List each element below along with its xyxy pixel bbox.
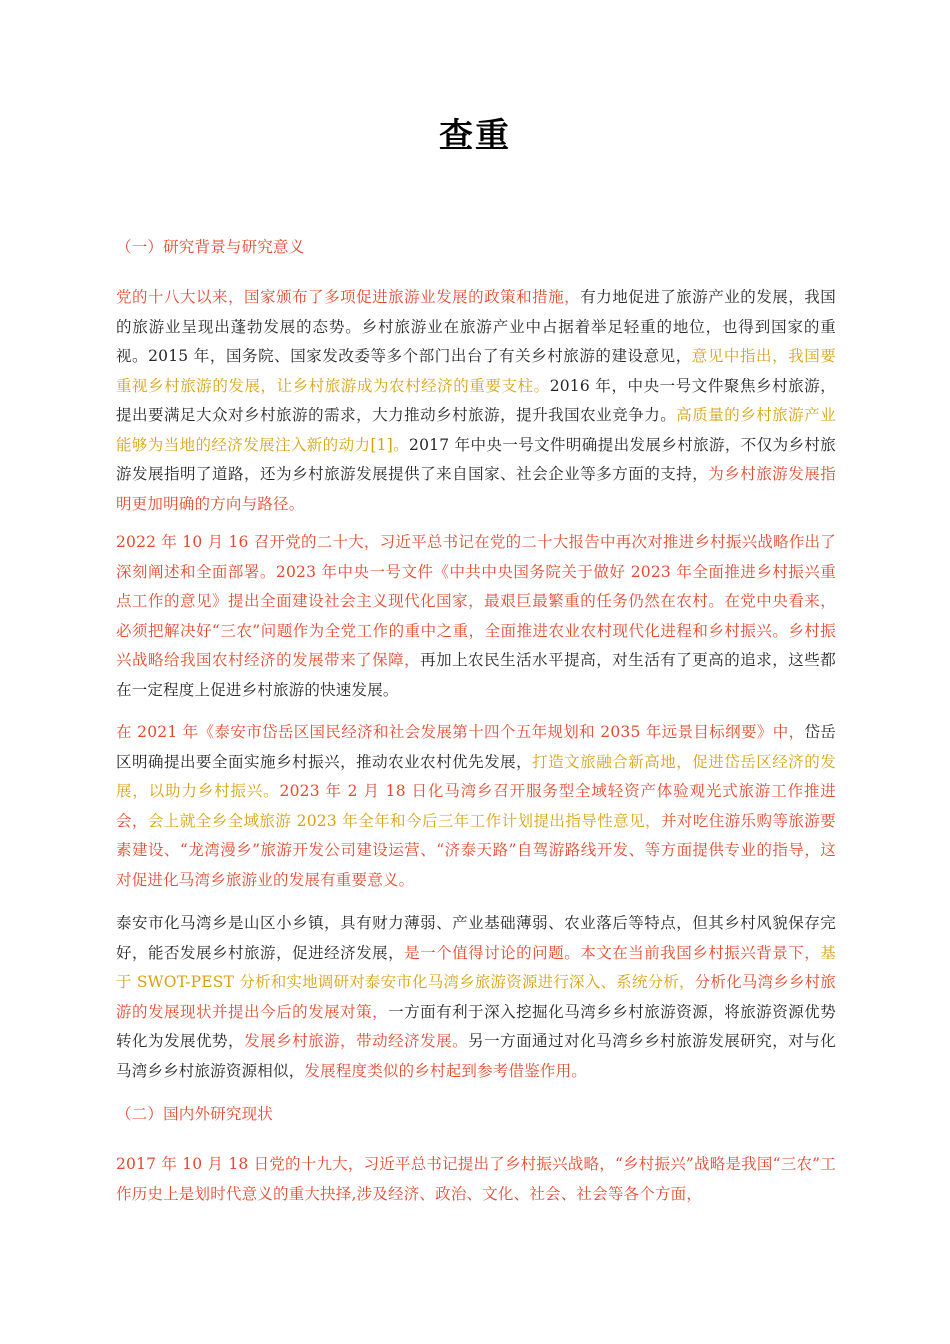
paragraph-1 (116, 283, 836, 519)
text-plain: 泰安市化马湾乡是山区小乡镇，具有财力薄弱、产业基础薄弱、农业落后等特点，但其乡村风貌保存完好，能否发展乡村旅游，促进经济发展， (116, 914, 836, 962)
document-title: 查重 (439, 116, 511, 156)
highlight-yellow: 会上就全乡全域旅游 2023 年全年和今后三年工作计划提出指导性意见， (147, 811, 661, 830)
highlight-red: 在 2021 年《泰安市岱岳区国民经济和社会发展第十四个五年规划和 2035 年远景目标纲要》中， (116, 723, 805, 741)
highlight-red: 党的十八大以来，国家颁布了多项促进旅游业发展的政策和措施， (116, 288, 581, 306)
text-plain: 另一方面通过对化马湾乡乡村旅游发展研究，对与化马湾乡乡村旅游资源相似， (116, 1032, 836, 1080)
section-heading-research-background: （一）研究背景与研究意义 (116, 238, 305, 256)
highlight-yellow: 打造文旅融合新高地，促进岱岳区经济的发展，以助力乡村振兴。 (116, 752, 836, 800)
highlight-red: 为乡村旅游发展指明更加明确的方向与路径。 (116, 465, 836, 513)
highlight-red: 分析化马湾乡乡村旅游的发展现状并提出今后的发展对策， (116, 973, 836, 1021)
highlight-red: 发展程度类似的乡村起到参考借鉴作用。 (304, 1061, 588, 1080)
highlight-red: 是一个值得讨论的问题。本文在当前我国乡村振兴背景下， (404, 943, 821, 962)
paragraph-3 (116, 718, 836, 895)
highlight-red: 2023 年 2 月 18 日化马湾乡召开服务型全域轻资产体验观光式旅游工作推进会， (116, 782, 836, 830)
paragraph-2 (116, 528, 836, 705)
text-plain: 岱岳区明确提出要全面实施乡村振兴，推动农业农村优先发展， (116, 723, 836, 771)
text-plain: 一方面有利于深入挖掘化马湾乡乡村旅游资源，将旅游资源优势转化为发展优势， (116, 1002, 837, 1050)
highlight-yellow: 基于 SWOT-PEST 分析和实地调研对泰安市化马湾乡旅游资源进行深入、系统分析， (116, 943, 836, 991)
text-plain: 2016 年，中央一号文件聚焦乡村旅游，提出要满足大众对乡村旅游的需求，大力推动乡村旅游，提升我国农业竞争力。 (116, 376, 836, 424)
highlight-red: 发展乡村旅游，带动经济发展。 (244, 1032, 469, 1050)
text-plain: 再加上农民生活水平提高，对生活有了更高的追求，这些都在一定程度上促进乡村旅游的快速发展。 (116, 651, 836, 699)
highlight-red: 并对吃住游乐购等旅游要素建设、“龙湾漫乡”旅游开发公司建设运营、“济泰天路”自驾游路线开发、等方面提供专业的指导，这对促进化马湾乡旅游业的发展有重要意义。 (116, 811, 836, 889)
highlight-yellow: 意见中指出，我国要重视乡村旅游的发展，让乡村旅游成为农村经济的重要支柱。 (116, 347, 836, 395)
text-plain: 有力地促进了旅游产业的发展，我国的旅游业呈现出蓬勃发展的态势。乡村旅游业在旅游产业中占据着举足轻重的地位，也得到国家的重视。2015 年，国务院、国家发改委等多个部门出台了有关乡村旅游的建设意见， (116, 288, 837, 365)
text-plain: 2017 年中央一号文件明确提出发展乡村旅游，不仅为乡村旅游发展指明了道路，还为乡村旅游发展提供了来自国家、社会企业等多方面的支持， (116, 435, 836, 483)
section-heading-research-status: （二）国内外研究现状 (116, 1105, 274, 1123)
paragraph-4 (116, 909, 836, 1086)
highlight-red: 2022 年 10 月 16 召开党的二十大，习近平总书记在党的二十大报告中再次对推进乡村振兴战略作出了深刻阐述和全面部署。2023 年中央一号文件《中共中央国务院关于做好 2023 年全面推进乡村振兴重点工作的意见》提出全面建设社会主义现代化国家，最艰巨最繁重的任务仍然在农村。在党中央看来，必须把解决好“三农”问题作为全党工作的重中之重，全面推进农业农村现代化进程和乡村振兴。乡村振兴战略给我国农村经济的发展带来了保障， (116, 533, 836, 669)
highlight-yellow: 高质量的乡村旅游产业能够为当地的经济发展注入新的动力[1]。 (116, 406, 836, 454)
paragraph-5 (116, 1150, 836, 1209)
highlight-red: 2017 年 10 月 18 日党的十九大，习近平总书记提出了乡村振兴战略，“乡村振兴”战略是我国“三农”工作历史上是划时代意义的重大抉择,涉及经济、政治、文化、社会、社会等各个方面， (116, 1155, 836, 1203)
